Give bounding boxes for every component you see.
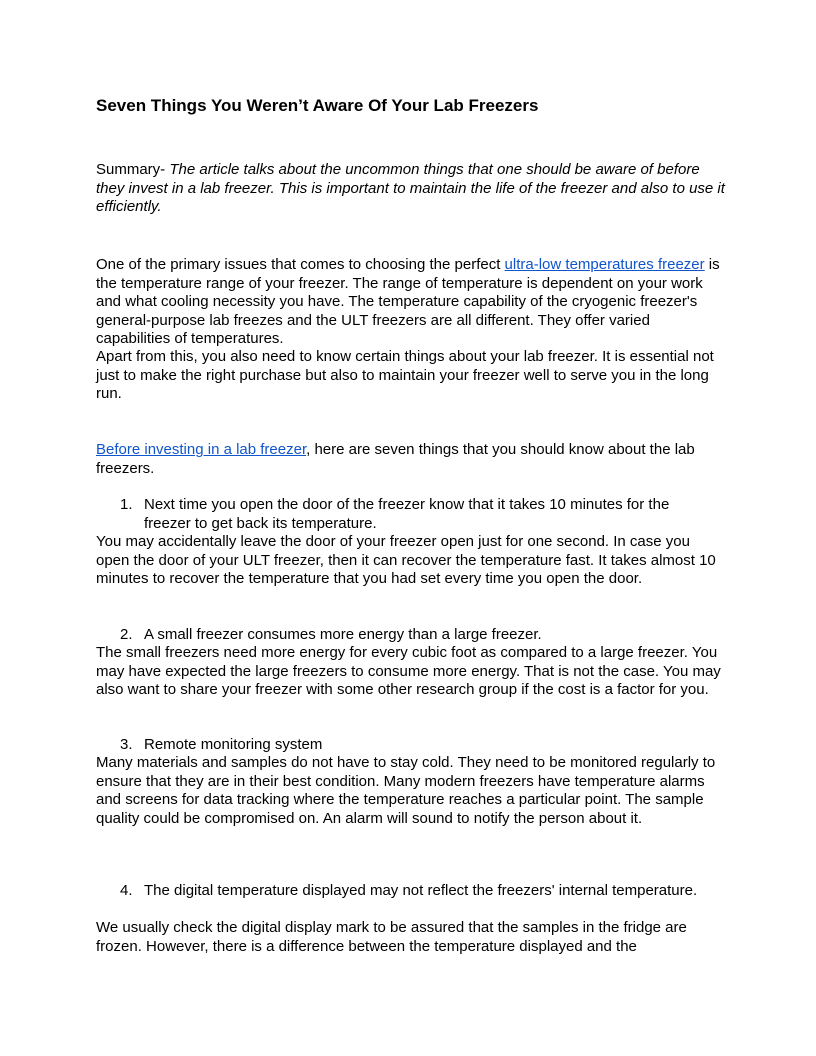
summary-lead: Summary- <box>96 161 170 178</box>
ultra-low-freezer-link[interactable]: ultra-low temperatures freezer <box>504 256 705 273</box>
list-item-number: 3. <box>120 736 133 753</box>
intro-before-link: One of the primary issues that comes to choosing the perfect <box>96 256 505 273</box>
before-investing-paragraph <box>96 441 726 478</box>
list-item-number: 2. <box>120 626 133 643</box>
list-item-heading-text: Remote monitoring system <box>144 736 323 753</box>
list-item-body: You may accidentally leave the door of your freezer open just for one second. In case you open the door of your ULT freezer, then it can recover the temperature fast. It takes almost 10 minutes to recover the temperature that you had set every time you open the door. <box>96 533 716 588</box>
list-item-body: Many materials and samples do not have to stay cold. They need to be monitored regularly to ensure that they are in their best condition. Many modern freezers have temperature alarms and screens for data tracking where the temperature reaches a particular point. The sample quality could be compromised on. An alarm will sound to notify the person about it. <box>96 754 716 827</box>
intro-after-link: is the temperature range of your freezer. The range of temperature is dependent on your work and what cooling necessity you have. The temperature capability of the cryogenic freezer's general-purpose lab freezes and the ULT freezers are all different. They offer varied capabilities of temperatures. <box>96 256 720 348</box>
before-investing-rest: , here are seven things that you should know about the lab freezers. <box>96 441 695 477</box>
summary-body: The article talks about the uncommon things that one should be aware of before they invest in a lab freezer. This is important to maintain the life of the freezer and also to use it efficiently <box>96 161 725 216</box>
summary-end: . <box>157 198 162 216</box>
apart-paragraph: Apart from this, you also need to know certain things about your lab freezer. It is essential not just to make the right purchase but also to maintain your freezer well to serve you in the long run. <box>96 348 714 403</box>
list-item-number: 1. <box>120 496 133 513</box>
list-item-heading-text: Next time you open the door of the freezer know that it takes 10 minutes for the freezer to get back its temperature. <box>144 496 670 532</box>
list-item-heading-text: The digital temperature displayed may not reflect the freezers' internal temperature. <box>144 882 698 899</box>
intro-paragraph <box>96 256 726 349</box>
list-item-body: The small freezers need more energy for every cubic foot as compared to a large freezer. You may have expected the large freezers to consume more energy. That is not the case. You may also want to share your freezer with some other research group if the cost is a factor for you. <box>96 644 721 699</box>
summary-paragraph <box>96 161 726 217</box>
before-investing-link[interactable]: Before investing in a lab freezer <box>96 441 307 458</box>
page-title: Seven Things You Weren’t Aware Of Your Lab Freezers <box>96 96 539 115</box>
list-item-heading-text: A small freezer consumes more energy than a large freezer. <box>144 626 542 643</box>
list-item-number: 4. <box>120 882 133 899</box>
list-item-body: We usually check the digital display mark to be assured that the samples in the fridge are frozen. However, there is a difference between the temperature displayed and the <box>96 919 687 955</box>
